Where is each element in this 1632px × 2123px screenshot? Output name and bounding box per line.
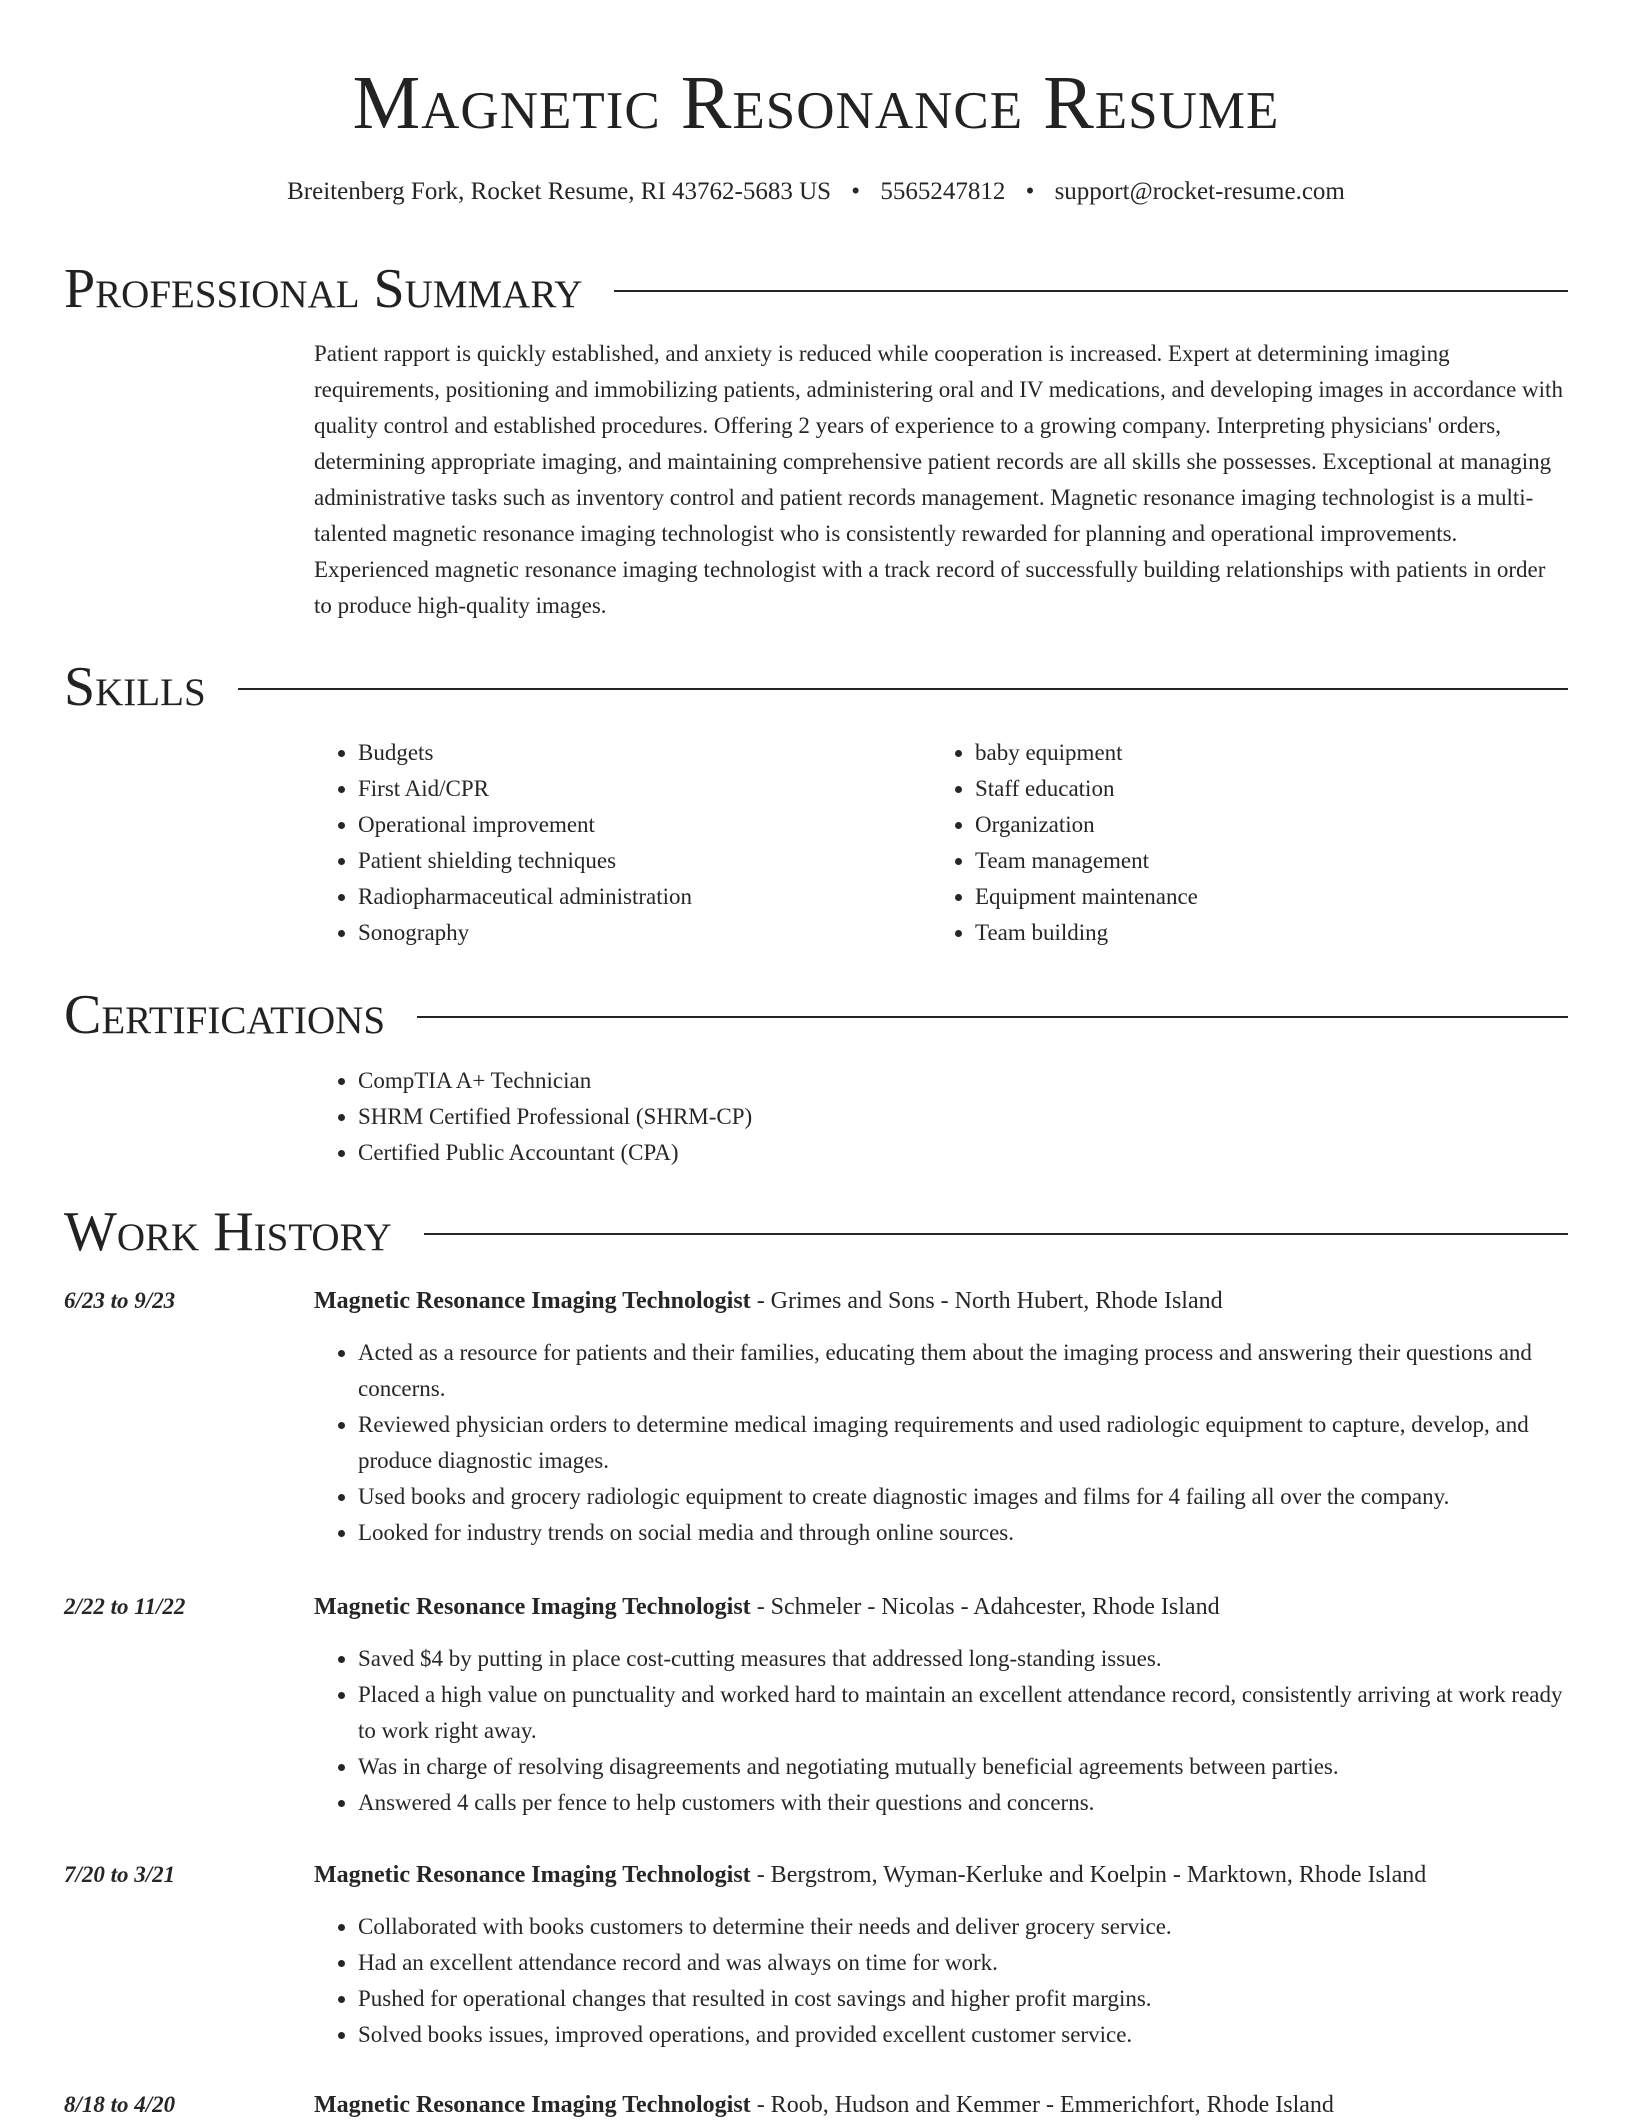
skill-item: • First Aid/CPR [358,771,931,807]
contact-email: support@rocket-resume.com [1054,178,1345,205]
job-dates: 2/22 to 11/22 [64,1594,186,1619]
skills-column-left [314,735,931,951]
contact-address: Breitenberg Fork, Rocket Resume, RI 43762-5683 US [287,178,832,205]
job-company: - Schmeler - Nicolas - Adahcester, Rhode Island [750,1594,1220,1620]
skill-item: • baby equipment [975,735,1548,771]
section-divider [614,290,1568,292]
job-dates: 7/20 to 3/21 [64,1862,176,1887]
skill-item: • Sonography [358,915,931,951]
job-bullet-list [314,1335,1568,1551]
section-divider [238,688,1568,690]
job-bullet: • Acted as a resource for patients and their families, educating them about the imaging process and answering their questions and concerns. [358,1335,1568,1407]
job-bullet: • Collaborated with books customers to determine their needs and deliver grocery service. [358,1909,1568,1945]
resume-name: Magnetic Resonance Resume [352,61,1280,145]
certification-item: • Certified Public Accountant (CPA) [358,1135,1568,1171]
skill-item: • Staff education [975,771,1548,807]
skill-item: • Equipment maintenance [975,879,1548,915]
certification-item: • CompTIA A+ Technician [358,1063,1568,1099]
summary-text: Patient rapport is quickly established, and anxiety is reduced while cooperation is increased. Expert at determining imaging requirements, positioning and immobilizing patients, administering oral and IV medications, and developing images in accordance with quality control and established procedures. Offering 2 years of experience to a growing company. Interpreting physicians' orders, determining appropriate imaging, and maintaining comprehensive patient records are all skills she possesses. Exceptional at managing administrative tasks such as inventory control and patient records management. Magnetic resonance imaging technologist is a multi-talented magnetic resonance imaging technologist who is consistently rewarded for planning and operational improvements. Experienced magnetic resonance imaging technologist with a track record of successfully building relationships with patients in order to produce high-quality images. [314,341,1563,618]
contact-separator: • [1025,178,1035,205]
job-company: - Roob, Hudson and Kemmer - Emmerichfort, Rhode Island [750,2092,1334,2118]
skills-body [314,735,1568,951]
job-dates: 8/18 to 4/20 [64,2092,176,2117]
section-title: Certifications [64,984,386,1046]
job-bullet: • Reviewed physician orders to determine medical imaging requirements and used radiologic equipment to capture, develop, and produce diagnostic images. [358,1407,1568,1479]
summary-header [64,254,1568,324]
job-bullet-list [314,1641,1568,1821]
job-heading [314,1589,1568,1625]
skill-item: • Patient shielding techniques [358,843,931,879]
summary-body [314,336,1568,624]
contact-phone: 5565247812 [880,178,1006,205]
section-title: Work History [64,1201,392,1263]
job-bullet: • Placed a high value on punctuality and worked hard to maintain an excellent attendance record, consistently arriving at work ready to work right away. [358,1677,1568,1749]
job-company: - Bergstrom, Wyman-Kerluke and Koelpin - Marktown, Rhode Island [750,1862,1427,1888]
certification-item: • SHRM Certified Professional (SHRM-CP) [358,1099,1568,1135]
work-history-header [64,1197,1568,1267]
skill-item: • Organization [975,807,1548,843]
job-bullets [314,1641,1568,1821]
job-bullet: • Used books and grocery radiologic equipment to create diagnostic images and films for 4 failing all over the company. [358,1479,1568,1515]
job-title: Magnetic Resonance Imaging Technologist [314,1288,751,1314]
certifications-section [64,980,1568,1165]
skill-item: • Budgets [358,735,931,771]
section-divider [424,1233,1568,1235]
job-bullet: • Solved books issues, improved operations, and provided excellent customer service. [358,2017,1568,2053]
job-title: Magnetic Resonance Imaging Technologist [314,1862,751,1888]
job-bullet: • Pushed for operational changes that resulted in cost savings and higher profit margins. [358,1981,1568,2017]
job-heading [314,1857,1568,1893]
certifications-list [314,1063,1568,1171]
job-bullet: • Was in charge of resolving disagreements and negotiating mutually beneficial agreements between parties. [358,1749,1568,1785]
work-history-section [64,1197,1568,2118]
skills-list [931,735,1548,951]
skill-item: • Team building [975,915,1548,951]
job-heading [314,1283,1568,1319]
skills-section [64,652,1568,945]
skills-column-right [931,735,1548,951]
certifications-body [314,1063,1568,1171]
job-bullet: • Saved $4 by putting in place cost-cutting measures that addressed long-standing issues. [358,1641,1568,1677]
job-bullet: • Answered 4 calls per fence to help customers with their questions and concerns. [358,1785,1568,1821]
skill-item: • Team management [975,843,1548,879]
job-title: Magnetic Resonance Imaging Technologist [314,1594,751,1620]
job-bullet: • Looked for industry trends on social media and through online sources. [358,1515,1568,1551]
section-divider [417,1016,1568,1018]
section-title: Skills [64,656,206,718]
contact-separator: • [851,178,861,205]
skills-list [314,735,931,951]
summary-section [64,254,1568,618]
skill-item: • Operational improvement [358,807,931,843]
job-bullets [314,1909,1568,2053]
job-heading [314,2087,1568,2123]
skills-header [64,652,1568,722]
job-bullets [314,1335,1568,1551]
job-company: - Grimes and Sons - North Hubert, Rhode Island [750,1288,1223,1314]
job-dates: 6/23 to 9/23 [64,1288,176,1313]
section-title: Professional Summary [64,258,583,320]
job-bullet: • Had an excellent attendance record and was always on time for work. [358,1945,1568,1981]
job-bullet-list [314,1909,1568,2053]
contact-line [0,174,1632,210]
certifications-header [64,980,1568,1050]
skill-item: • Radiopharmaceutical administration [358,879,931,915]
job-title: Magnetic Resonance Imaging Technologist [314,2092,751,2118]
